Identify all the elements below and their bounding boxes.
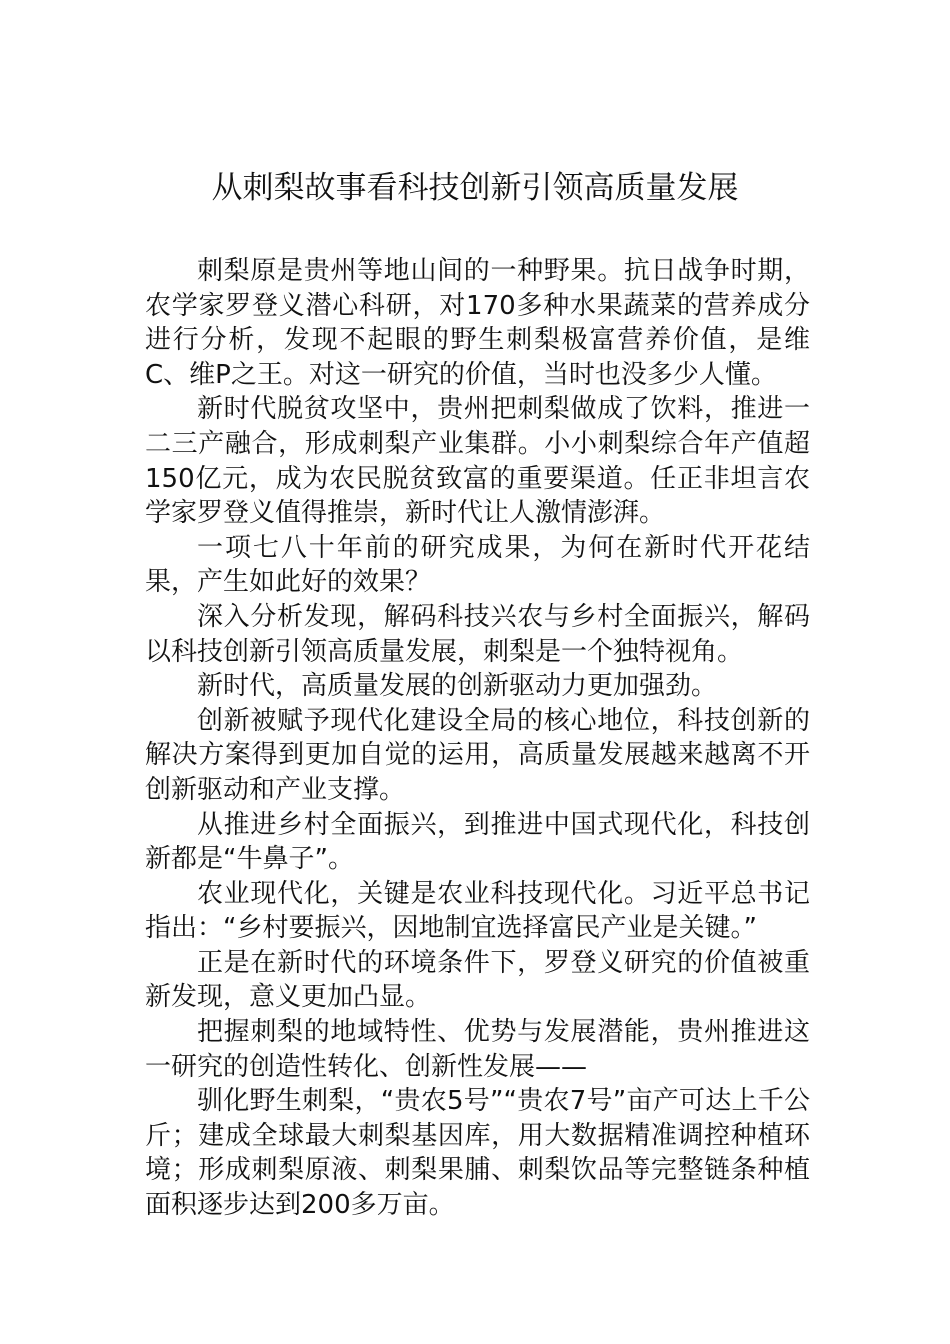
paragraph: 把握刺梨的地域特性、优势与发展潜能，贵州推进这一研究的创造性转化、创新性发展—— <box>145 1017 810 1082</box>
paragraph: 新时代脱贫攻坚中，贵州把刺梨做成了饮料，推进一二三产融合，形成刺梨产业集群。小小刺梨综合年产值超150亿元，成为农民脱贫致富的重要渠道。任正非坦言农学家罗登义值得推崇，新时代让人激情澎湃。 <box>145 394 810 529</box>
document-title: 从刺梨故事看科技创新引领高质量发展 <box>211 170 739 206</box>
document-body <box>145 254 810 1223</box>
paragraph: 从推进乡村全面振兴，到推进中国式现代化，科技创新都是“牛鼻子”。 <box>145 809 810 875</box>
paragraph: 创新被赋予现代化建设全局的核心地位，科技创新的解决方案得到更加自觉的运用，高质量发展越来越离不开创新驱动和产业支撑。 <box>145 705 810 805</box>
paragraph: 驯化野生刺梨，“贵农5号”“贵农7号”亩产可达上千公斤；建成全球最大刺梨基因库，用大数据精准调控种植环境；形成刺梨原液、刺梨果脯、刺梨饮品等完整链条种植面积逐步达到200多万亩。 <box>145 1086 810 1221</box>
paragraph: 刺梨原是贵州等地山间的一种野果。抗日战争时期，农学家罗登义潜心科研，对170多种水果蔬菜的营养成分进行分析，发现不起眼的野生刺梨极富营养价值，是维C、维P之王。对这一研究的价值，当时也没多少人懂。 <box>145 256 810 390</box>
paragraph: 深入分析发现，解码科技兴农与乡村全面振兴，解码以科技创新引领高质量发展，刺梨是一个独特视角。 <box>145 601 810 667</box>
paragraph: 正是在新时代的环境条件下，罗登义研究的价值被重新发现，意义更加凸显。 <box>145 947 810 1013</box>
paragraph: 农业现代化，关键是农业科技现代化。习近平总书记指出：“乡村要振兴，因地制宜选择富民产业是关键。” <box>145 878 810 944</box>
paragraph: 新时代，高质量发展的创新驱动力更加强劲。 <box>197 671 718 702</box>
paragraph: 一项七八十年前的研究成果，为何在新时代开花结果，产生如此好的效果？ <box>145 532 810 598</box>
